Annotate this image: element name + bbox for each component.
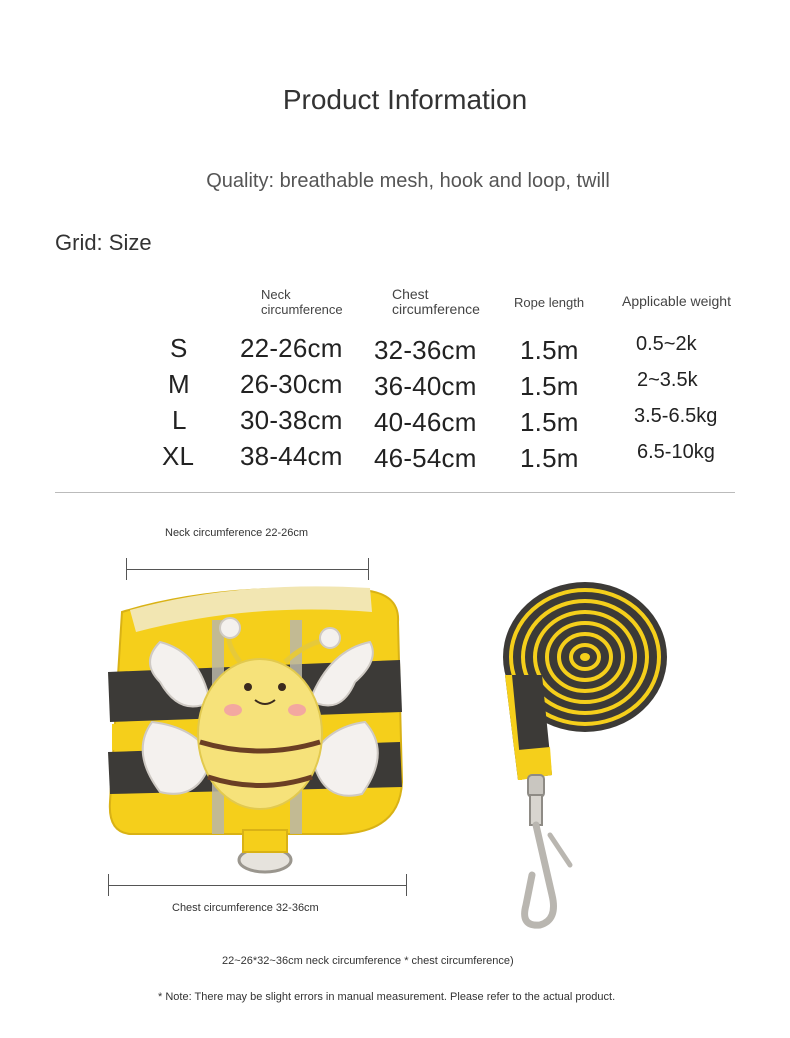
weight-cell: 2~3.5k	[637, 369, 698, 391]
neck-cell: 30-38cm	[240, 405, 343, 435]
neck-cell: 26-30cm	[240, 369, 343, 399]
chest-cell: 32-36cm	[374, 335, 477, 365]
header-chest: Chest circumference	[392, 286, 480, 317]
page-title: Product Information	[282, 84, 528, 115]
size-summary: 22~26*32~36cm neck circumference * chest circumference)	[222, 955, 514, 967]
neck-dimension-line	[126, 569, 369, 570]
dimension-tick	[368, 558, 369, 580]
chest-cell: 46-54cm	[374, 443, 477, 473]
chest-dimension-line	[108, 885, 407, 886]
rope-cell: 1.5m	[520, 371, 579, 401]
section-divider	[55, 492, 735, 493]
size-cell: XL	[162, 441, 195, 471]
size-cell: S	[170, 333, 188, 363]
rope-cell: 1.5m	[520, 407, 579, 437]
rope-cell: 1.5m	[520, 443, 579, 473]
dimension-tick	[406, 874, 407, 896]
chest-cell: 40-46cm	[374, 407, 477, 437]
leash-image	[490, 575, 675, 935]
header-rope: Rope length	[514, 295, 585, 310]
weight-cell: 6.5-10kg	[637, 441, 715, 463]
chest-cell: 36-40cm	[374, 371, 477, 401]
grid-label: Grid: Size	[55, 230, 152, 255]
weight-cell: 0.5~2k	[636, 333, 697, 355]
rope-cell: 1.5m	[520, 335, 579, 365]
bee-harness-image	[100, 582, 415, 882]
size-cell: M	[168, 369, 190, 399]
quality-text: Quality: breathable mesh, hook and loop, twill	[206, 170, 610, 192]
header-weight: Applicable weight	[622, 293, 731, 309]
neck-cell: 22-26cm	[240, 333, 343, 363]
neck-caption: Neck circumference 22-26cm	[165, 527, 309, 539]
size-cell: L	[172, 405, 187, 435]
measurement-note: * Note: There may be slight errors in manual measurement. Please refer to the actual product.	[158, 991, 616, 1003]
neck-cell: 38-44cm	[240, 441, 343, 471]
weight-cell: 3.5-6.5kg	[634, 405, 718, 427]
header-neck: Neck circumference	[261, 287, 343, 317]
chest-caption: Chest circumference 32-36cm	[172, 902, 319, 914]
